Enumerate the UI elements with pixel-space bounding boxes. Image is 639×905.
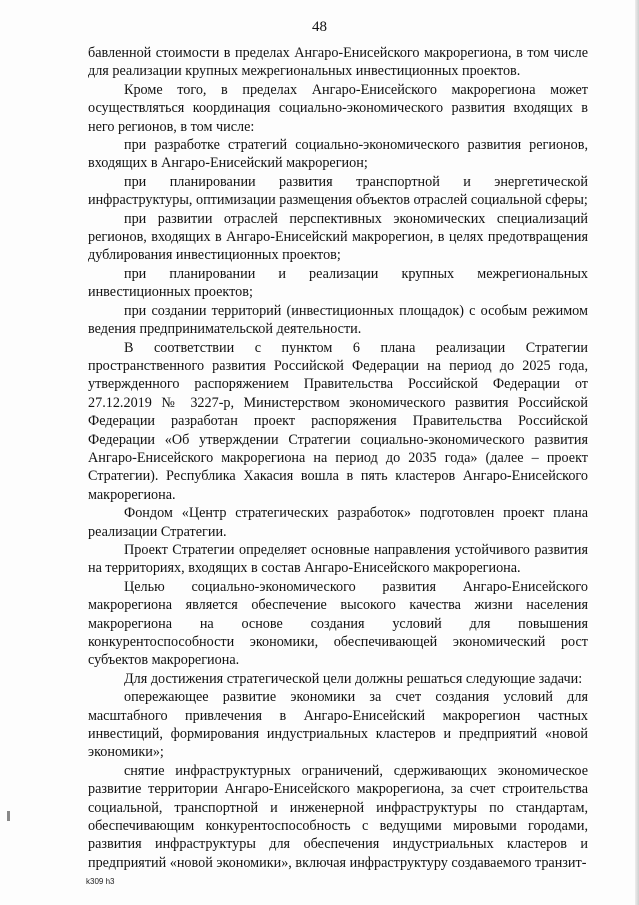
document-body <box>88 44 588 872</box>
page-edge-shadow <box>635 0 639 905</box>
paragraph: Целью социально-экономического развития Ангаро-Енисейского макрорегиона является обеспечение высокого качества жизни населения макрорегиона на основе создания условий для повышения конкурентоспособности экономики, обеспечивающей экономический рост субъектов макрорегиона. <box>88 578 588 669</box>
paragraph: Кроме того, в пределах Ангаро-Енисейского макрорегиона может осуществляться координация социально-экономического развития входящих в него регионов, в том числе: <box>88 81 588 135</box>
paragraph: при планировании развития транспортной и энергетической инфраструктуры, оптимизации размещения объектов отраслей социальной сферы; <box>88 173 588 209</box>
paragraph: при разработке стратегий социально-экономического развития регионов, входящих в Ангаро-Енисейский макрорегион; <box>88 137 588 172</box>
paragraph: Для достижения стратегической цели должны решаться следующие задачи: <box>124 670 583 687</box>
scan-mark <box>7 811 10 821</box>
paragraph: снятие инфраструктурных ограничений, сдерживающих экономическое развитие территории Ангаро-Енисейского макрорегиона, за счет строительства социальной, транспортной и инженерной инфраструктуры по стандартам, обеспечивающим конкурентоспособность с ведущими мировыми городами, развития инфраструктуры для обеспечения индустриальных кластеров и предприятий «новой экономики», включая инфраструктуру создаваемого транзит- <box>88 762 588 871</box>
paragraph: Проект Стратегии определяет основные направления устойчивого развития на территориях, входящих в состав Ангаро-Енисейского макрорегиона. <box>88 541 588 577</box>
paragraph: опережающее развитие экономики за счет создания условий для масштабного привлечения в Ангаро-Енисейский макрорегион частных инвестиций, формирования индустриальных кластеров и предприятий «новой экономики»; <box>88 689 588 761</box>
page-number: 48 <box>312 19 327 35</box>
paragraph: при создании территорий (инвестиционных площадок) с особым режимом ведения предпринимательской деятельности. <box>88 302 588 338</box>
paragraph: при планировании и реализации крупных межрегиональных инвестиционных проектов; <box>88 265 588 301</box>
footer-code: k309 h3 <box>86 877 115 886</box>
paragraph: В соответствии с пунктом 6 плана реализации Стратегии пространственного развития Российской Федерации на период до 2025 года, утвержденного распоряжением Правительства Российской Федерации от 27.12.2019 № 3227-р, Министерством экономического развития Российской Федерации разработан проект распоряжения Правительства Российской Федерации «Об утверждении Стратегии социально-экономического развития Ангаро-Енисейского макрорегиона на период до 2035 года» (далее – проект Стратегии). Республика Хакасия вошла в пять кластеров Ангаро-Енисейского макрорегиона. <box>88 339 588 503</box>
paragraph: при развитии отраслей перспективных экономических специализаций регионов, входящих в Ангаро-Енисейский макрорегион, в целях предотвращения дублирования инвестиционных проектов; <box>88 210 588 264</box>
paragraph: Фондом «Центр стратегических разработок» подготовлен проект плана реализации Стратегии. <box>88 505 588 540</box>
paragraph: бавленной стоимости в пределах Ангаро-Енисейского макрорегиона, в том числе для реализации крупных межрегиональных инвестиционных проектов. <box>88 45 588 80</box>
